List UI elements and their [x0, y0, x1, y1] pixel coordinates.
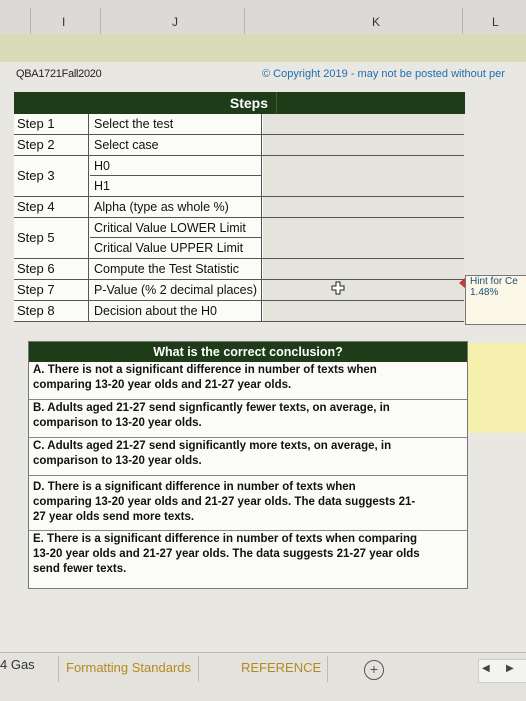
option-text: B. Adults aged 21-27 send signficantly fewer texts, on average, in	[33, 402, 390, 414]
cell-cursor-icon	[331, 281, 345, 295]
step-label: Step 3	[14, 156, 89, 196]
table-row	[14, 135, 464, 156]
option-text: D. There is a significant difference in number of texts when	[33, 481, 356, 493]
step-description: P-Value (% 2 decimal places)	[90, 280, 262, 300]
column-divider	[100, 8, 101, 34]
step-description: Select case	[90, 135, 262, 155]
conclusion-option-c[interactable]	[29, 439, 467, 476]
scroll-right-icon[interactable]: ▶	[506, 663, 514, 674]
step-label: Step 8	[14, 301, 89, 321]
table-row	[14, 114, 464, 135]
sticky-note	[463, 343, 526, 433]
steps-header	[14, 92, 276, 114]
step-description: Decision about the H0	[90, 301, 262, 321]
conclusion-option-e[interactable]	[29, 532, 467, 587]
conclusion-option-a[interactable]	[29, 363, 467, 400]
column-header-i[interactable]: I	[62, 15, 66, 29]
sheet-tab-gas[interactable]: 4 Gas	[0, 657, 35, 672]
sheet-tab-formatting-standards[interactable]: Formatting Standards	[58, 656, 199, 682]
table-row	[14, 280, 464, 301]
sheet-tab-reference[interactable]: REFERENCE	[235, 656, 328, 682]
step-answer-cell[interactable]	[263, 197, 464, 217]
option-text: 13-20 year olds and 21-27 year olds. The data suggests 21-27 year olds	[33, 548, 420, 560]
step-description: H0	[90, 156, 262, 176]
step-description: Alpha (type as whole %)	[90, 197, 262, 217]
step-answer-cell[interactable]	[263, 114, 464, 134]
conclusion-header: What is the correct conclusion?	[29, 342, 467, 362]
table-row	[14, 301, 464, 322]
step-label: Step 4	[14, 197, 89, 217]
conclusion-box	[28, 341, 468, 589]
column-divider	[30, 8, 31, 34]
option-text: send fewer texts.	[33, 563, 127, 575]
step-description: H1	[90, 176, 262, 196]
step-description: Compute the Test Statistic	[90, 259, 262, 279]
column-divider	[244, 8, 245, 34]
option-text: E. There is a significant difference in number of texts when comparing	[33, 533, 418, 545]
copyright-notice: © Copyright 2019 - may not be posted without per	[262, 68, 505, 80]
step-description: Critical Value UPPER Limit	[90, 238, 262, 258]
option-text: C. Adults aged 21-27 send significantly more texts, on average, in	[33, 440, 392, 452]
hint-title: Hint for Ce	[470, 276, 518, 287]
conclusion-option-b[interactable]	[29, 401, 467, 438]
conclusion-option-d[interactable]	[29, 478, 467, 531]
option-text: A. There is not a significant difference in number of texts when	[33, 364, 377, 376]
step-label: Step 5	[14, 218, 89, 258]
step-answer-cell[interactable]	[263, 301, 464, 321]
step-answer-cell[interactable]	[263, 156, 464, 196]
step-description: Select the test	[90, 114, 262, 134]
steps-header-value-col	[276, 92, 465, 114]
hint-comment[interactable]	[465, 275, 526, 325]
option-text: comparing 13-20 year olds and 21-27 year olds.	[33, 379, 292, 391]
column-header-strip	[0, 0, 526, 35]
step-answer-cell[interactable]	[263, 259, 464, 279]
scroll-left-icon[interactable]: ◀	[482, 663, 490, 674]
column-header-k[interactable]: K	[372, 15, 381, 29]
option-text: comparison to 13-20 year olds.	[33, 455, 202, 467]
step-label: Step 2	[14, 135, 89, 155]
step-answer-cell[interactable]	[263, 280, 464, 300]
step-answer-cell[interactable]	[263, 218, 464, 258]
hint-value: 1.48%	[470, 287, 499, 298]
course-label: QBA1721Fall2020	[16, 68, 102, 80]
table-row	[14, 259, 464, 280]
steps-table	[14, 92, 464, 321]
option-text: 27 year olds send more texts.	[33, 511, 195, 523]
step-label: Step 1	[14, 114, 89, 134]
header-band	[0, 34, 526, 62]
column-header-l[interactable]: L	[492, 15, 499, 29]
option-text: comparison to 13-20 year olds.	[33, 417, 202, 429]
table-row	[14, 218, 464, 259]
step-description: Critical Value LOWER Limit	[90, 218, 262, 238]
column-divider	[462, 8, 463, 34]
step-label: Step 7	[14, 280, 89, 300]
option-text: comparing 13-20 year olds and 21-27 year olds. The data suggests 21-	[33, 496, 416, 508]
step-answer-cell[interactable]	[263, 135, 464, 155]
column-header-j[interactable]: J	[172, 15, 178, 29]
steps-header-label: Steps	[229, 95, 268, 111]
table-row	[14, 156, 464, 197]
table-row	[14, 197, 464, 218]
step-label: Step 6	[14, 259, 89, 279]
add-sheet-button[interactable]: +	[364, 660, 384, 680]
